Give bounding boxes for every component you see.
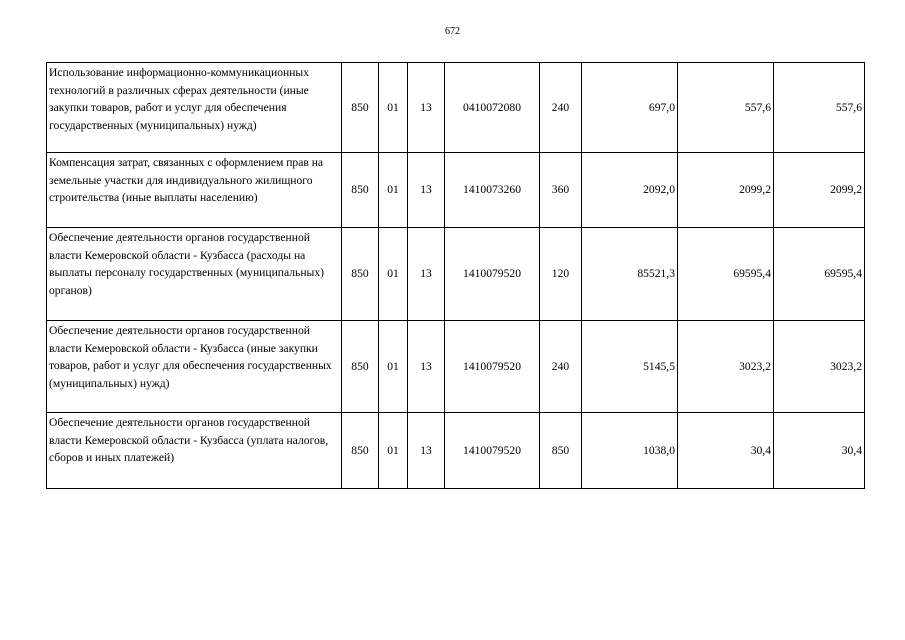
amount-1: 2092,0: [582, 153, 678, 228]
amount-2: 30,4: [678, 413, 774, 489]
target-article-code: 1410079520: [445, 413, 540, 489]
amount-1: 85521,3: [582, 228, 678, 321]
dept-code: 850: [342, 153, 379, 228]
expense-type-code: 850: [540, 413, 582, 489]
dept-code: 850: [342, 63, 379, 153]
table-row: [47, 321, 865, 413]
budget-table: [46, 62, 865, 489]
table-row: [47, 153, 865, 228]
expense-type-code: 240: [540, 321, 582, 413]
page-number: 672: [445, 26, 460, 37]
amount-3: 30,4: [774, 413, 865, 489]
expense-type-code: 240: [540, 63, 582, 153]
row-name: Обеспечение деятельности органов государственной власти Кемеровской области - Кузбасса (уплата налогов, сборов и иных платежей): [47, 413, 342, 489]
subsection-code: 13: [408, 63, 445, 153]
dept-code: 850: [342, 413, 379, 489]
target-article-code: 0410072080: [445, 63, 540, 153]
row-name: Обеспечение деятельности органов государственной власти Кемеровской области - Кузбасса (расходы на выплаты персоналу государственных (муниципальных) органов): [47, 228, 342, 321]
section-code: 01: [379, 321, 408, 413]
section-code: 01: [379, 153, 408, 228]
subsection-code: 13: [408, 413, 445, 489]
target-article-code: 1410079520: [445, 228, 540, 321]
amount-3: 557,6: [774, 63, 865, 153]
subsection-code: 13: [408, 228, 445, 321]
expense-type-code: 120: [540, 228, 582, 321]
section-code: 01: [379, 228, 408, 321]
section-code: 01: [379, 413, 408, 489]
amount-2: 3023,2: [678, 321, 774, 413]
table-row: [47, 228, 865, 321]
amount-2: 69595,4: [678, 228, 774, 321]
amount-1: 697,0: [582, 63, 678, 153]
expense-type-code: 360: [540, 153, 582, 228]
table-row: [47, 63, 865, 153]
subsection-code: 13: [408, 153, 445, 228]
amount-2: 2099,2: [678, 153, 774, 228]
section-code: 01: [379, 63, 408, 153]
amount-2: 557,6: [678, 63, 774, 153]
amount-3: 3023,2: [774, 321, 865, 413]
row-name: Обеспечение деятельности органов государственной власти Кемеровской области - Кузбасса (иные закупки товаров, работ и услуг для обеспечения государственных (муниципальных) нужд): [47, 321, 342, 413]
amount-3: 2099,2: [774, 153, 865, 228]
amount-1: 1038,0: [582, 413, 678, 489]
dept-code: 850: [342, 321, 379, 413]
target-article-code: 1410073260: [445, 153, 540, 228]
row-name: Компенсация затрат, связанных с оформлением прав на земельные участки для индивидуального жилищного строительства (иные выплаты населению): [47, 153, 342, 228]
row-name: Использование информационно-коммуникационных технологий в различных сферах деятельности (иные закупки товаров, работ и услуг для обеспечения государственных (муниципальных) нужд): [47, 63, 342, 153]
subsection-code: 13: [408, 321, 445, 413]
amount-1: 5145,5: [582, 321, 678, 413]
dept-code: 850: [342, 228, 379, 321]
table-row: [47, 413, 865, 489]
target-article-code: 1410079520: [445, 321, 540, 413]
amount-3: 69595,4: [774, 228, 865, 321]
